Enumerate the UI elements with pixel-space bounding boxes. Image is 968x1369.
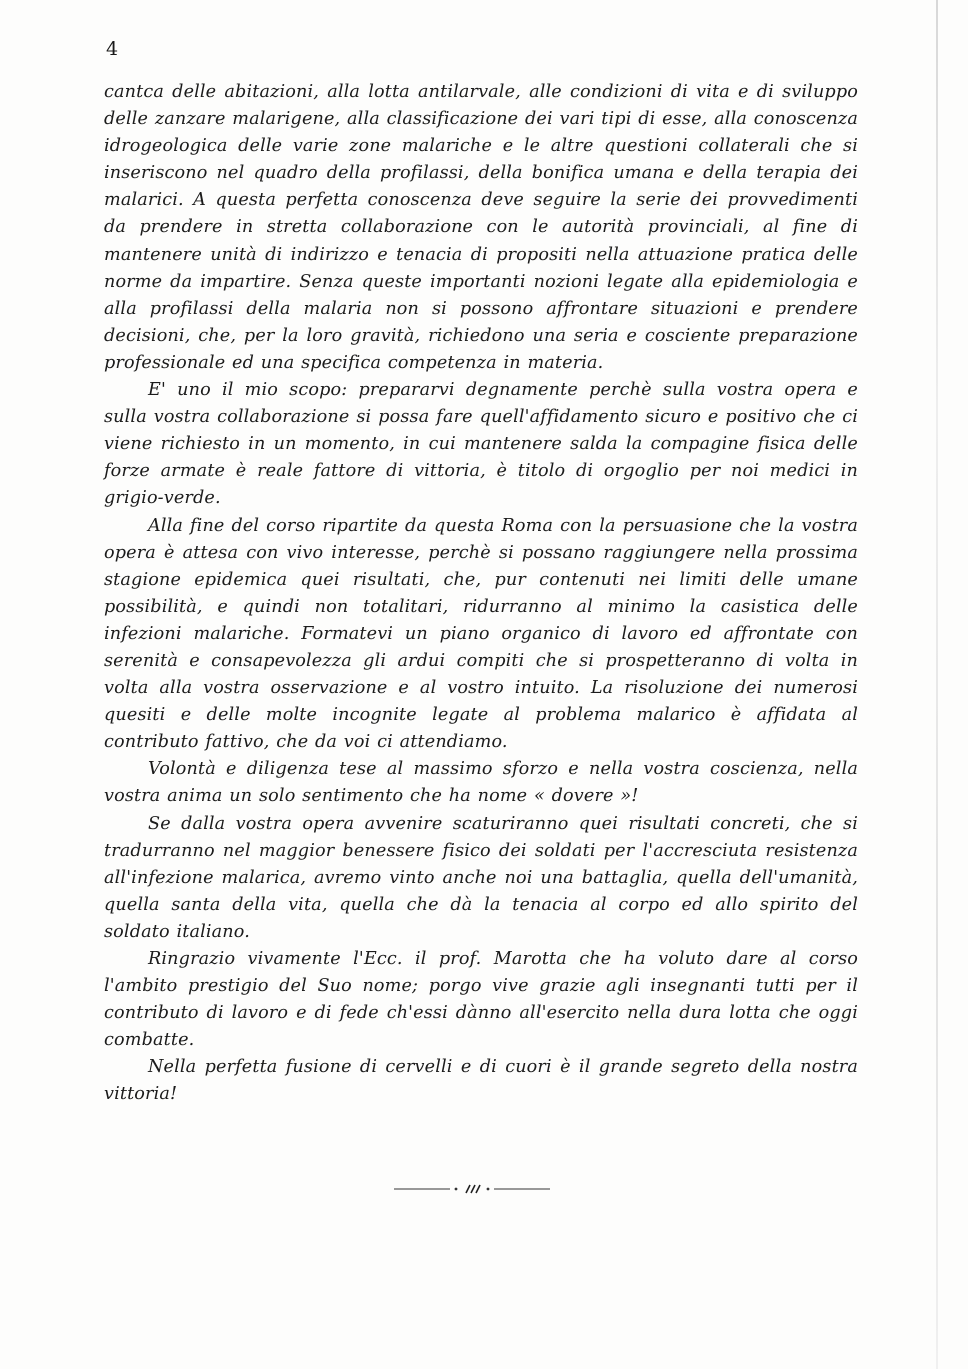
body-text bbox=[104, 79, 858, 1109]
paragraph-duty: Volontà e diligenza tese al massimo sforzo e nella vostra coscienza, nella vostra anima un solo sentimento che ha nome « dovere »! bbox=[104, 759, 858, 807]
page-number: 4 bbox=[106, 38, 119, 60]
paragraph-course-end: Alla fine del corso ripartite da questa Roma con la persuasione che la vostra opera è attesa con vivo interesse, perchè si possano raggiungere nella prossima stagione epidemica quei risultati, che, pur contenuti nei limiti delle umane possibilità, e quindi non totalitari, ridurranno al minimo la casistica delle infezioni malariche. Formatevi un piano organico di lavoro ed affrontate con serenità e consapevolezza gli ardui compiti che si prospetteranno di volta in volta alla vostra osservazione e al vostro intuito. La risoluzione dei numerosi quesiti e delle molte incognite legate al problema malarico è affidata al contributo fattivo, che da voi ci attendiamo. bbox=[104, 515, 858, 753]
paragraph-purpose: E' uno il mio scopo: prepararvi degnamente perchè sulla vostra opera e sulla vostra collaborazione si possa fare quell'affidamento sicuro e positivo che ci viene richiesto in un momento, in cui mantenere salda la compagine fisica delle forze armate è reale fattore di vittoria, è titolo di orgoglio per noi medici in grigio-verde. bbox=[104, 380, 858, 509]
paragraph-thanks: Ringrazio vivamente l'Ecc. il prof. Marotta che ha voluto dare al corso l'ambito prestigio del Suo nome; porgo vive grazie agli insegnanti tutti per il contributo di lavoro e di fede ch'essi dànno all'esercito nella dura lotta che oggi combatte. bbox=[104, 949, 858, 1051]
end-ornament bbox=[392, 1180, 552, 1196]
paragraph-results: Se dalla vostra opera avvenire scaturiranno quei risultati concreti, che si tradurranno nel maggior benessere fisico dei soldati per l'accresciuta resistenza all'infezione malarica, avremo vinto anche noi una battaglia, quella dell'umanità, quella santa della vita, quella che dà la tenacia al corpo ed allo spirito del soldato italiano. bbox=[104, 813, 858, 942]
page-edge-shadow bbox=[936, 0, 938, 1369]
paragraph-continuation: cantca delle abitazioni, alla lotta antilarvale, alle condizioni di vita e di sviluppo delle zanzare malarigene, alla classificazione dei vari tipi di esse, alla conoscenza idrogeologica delle varie zone malariche e le altre questioni collaterali che si inseriscono nel quadro della profilassi, della bonifica umana e della terapia dei malarici. A questa perfetta conoscenza deve seguire la serie dei provvedimenti da prendere in stretta collaborazione con le autorità provinciali, al fine di mantenere unità di indirizzo e tenacia di propositi nella attuazione pratica delle norme da impartire. Senza queste importanti nozioni legate alla epidemiologia e alla profilassi della malaria non si possono affrontare situazioni e prendere decisioni, che, per la loro gravità, richiedono una seria e cosciente preparazione professionale ed una specifica competenza in materia. bbox=[104, 82, 858, 373]
paragraph-closing: Nella perfetta fusione di cervelli e di cuori è il grande segreto della nostra vittoria! bbox=[104, 1057, 858, 1105]
